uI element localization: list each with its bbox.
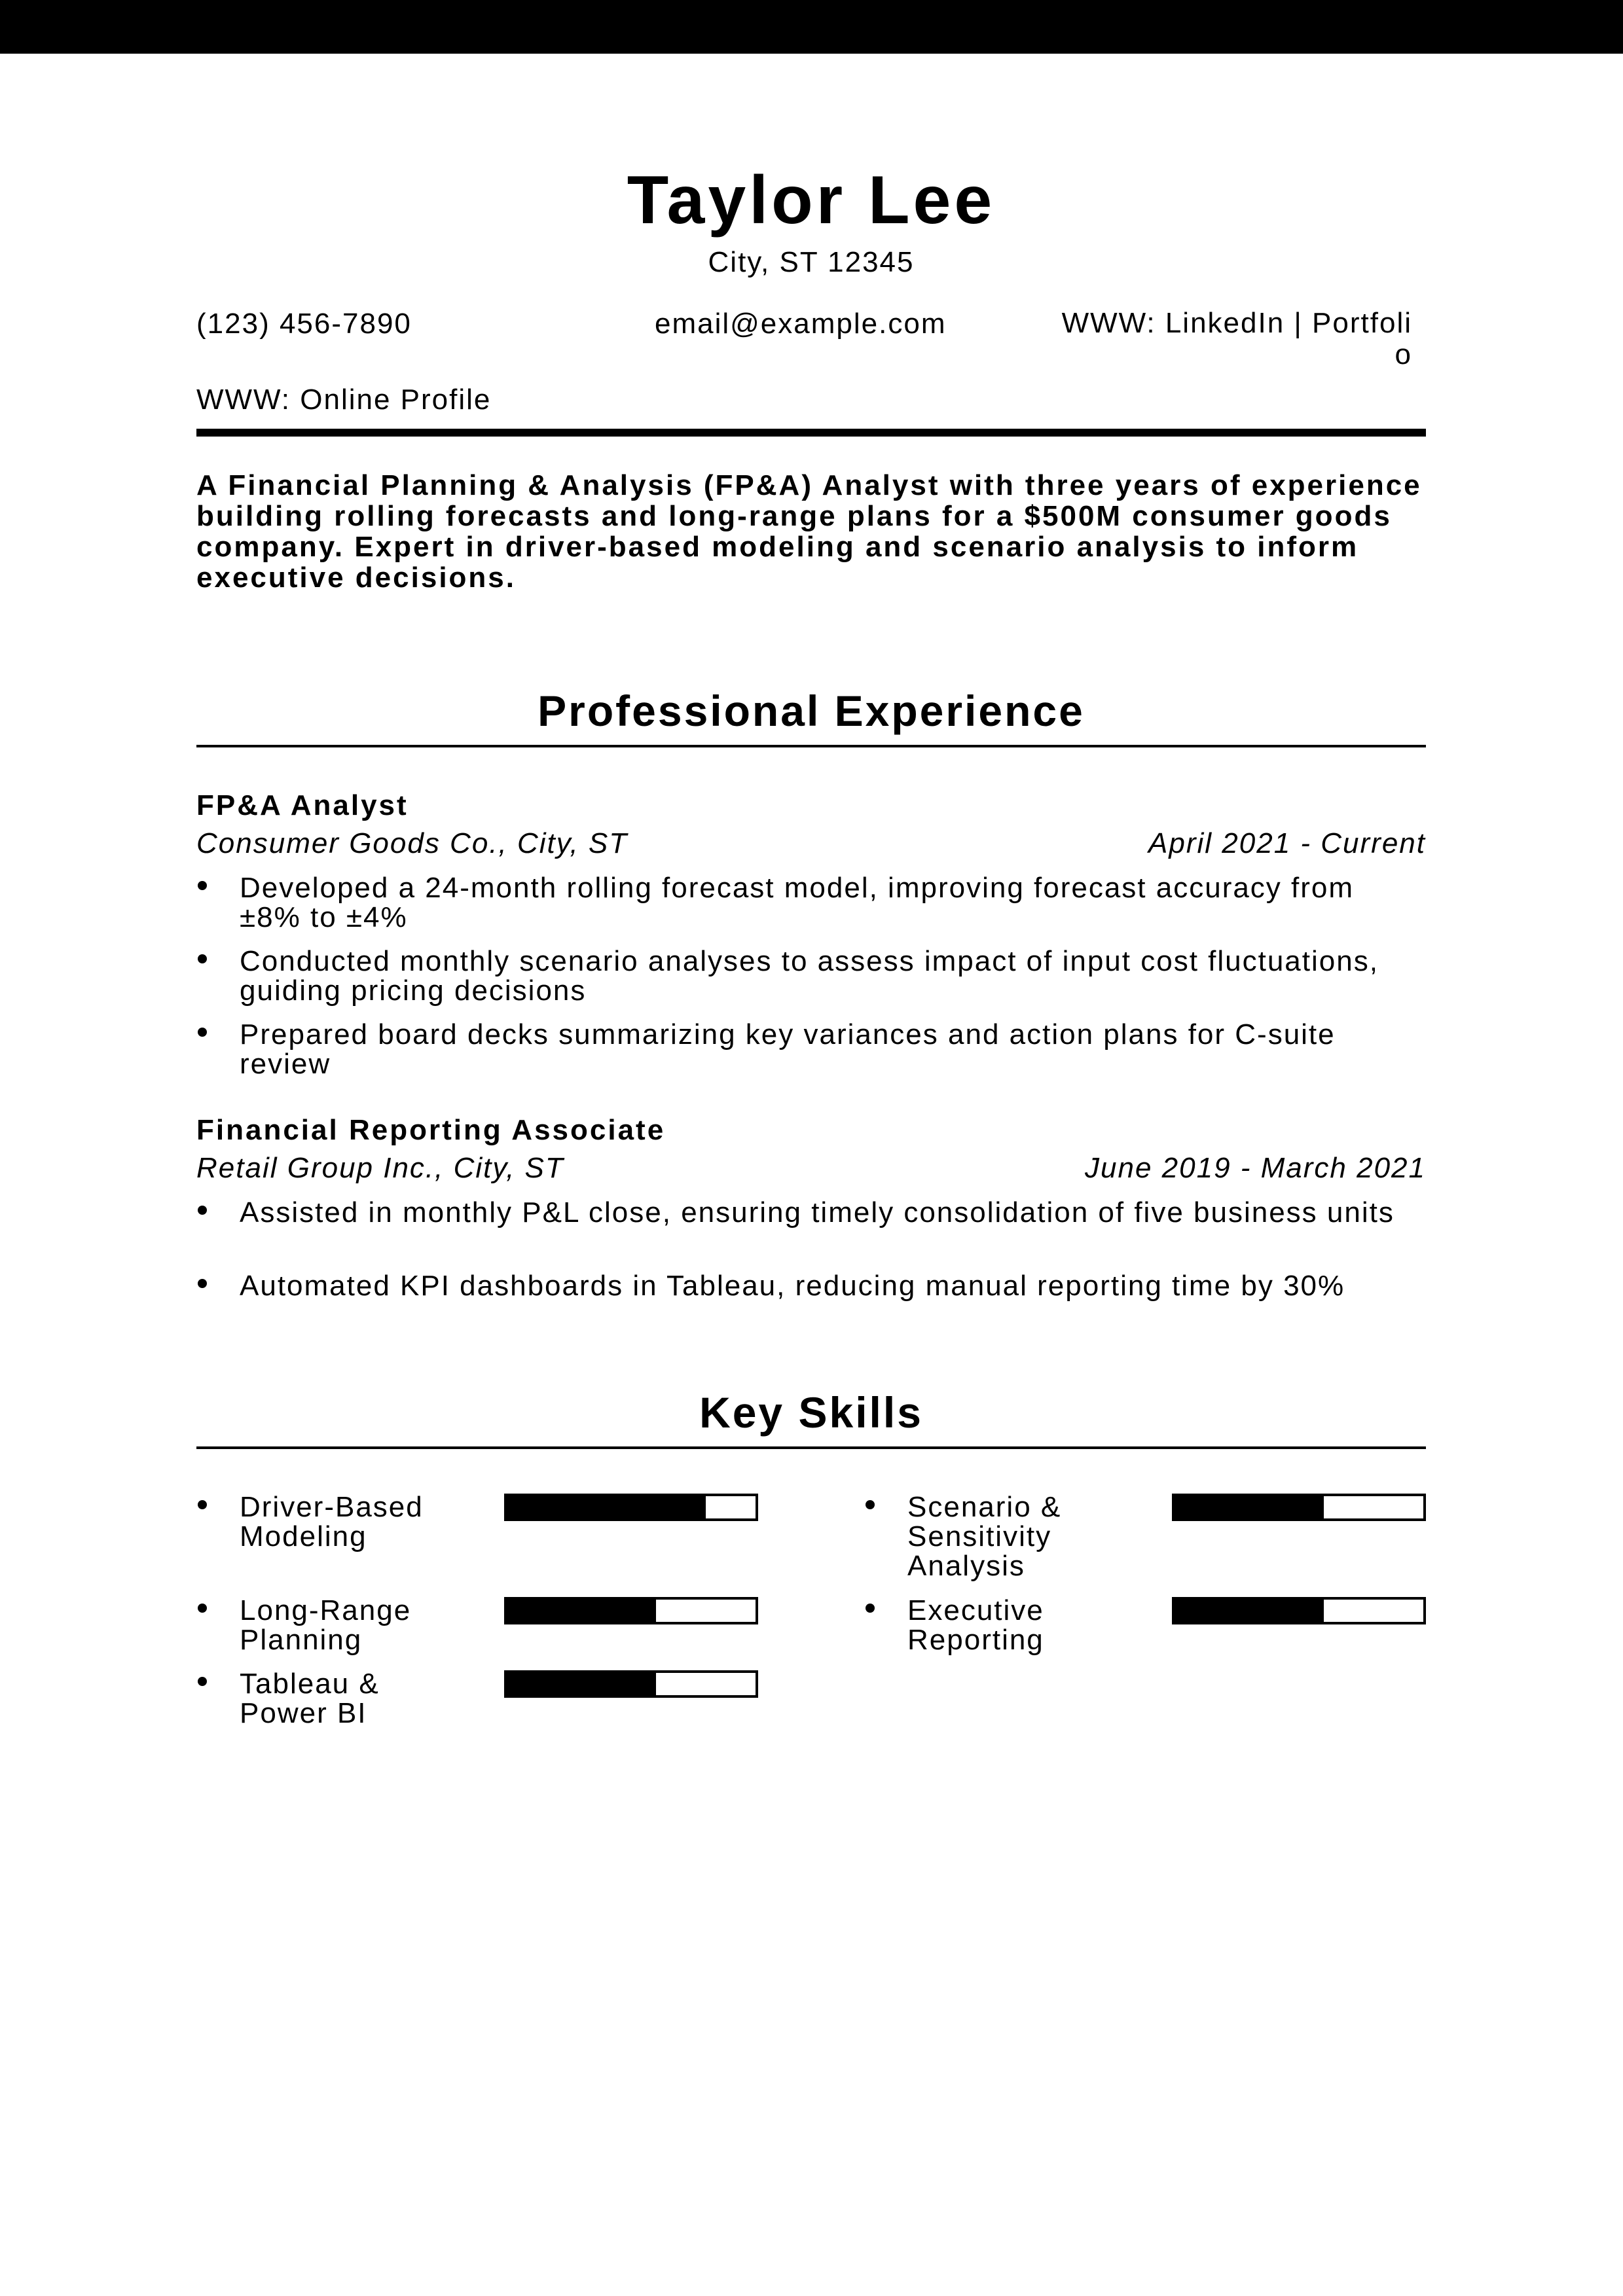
skill-meter: [1172, 1494, 1426, 1521]
skill-meter: [504, 1597, 758, 1624]
job-title: FP&A Analyst: [196, 789, 409, 821]
skills-heading: Key Skills: [699, 1388, 923, 1437]
bullet-icon: [198, 1500, 207, 1509]
header-divider: [196, 429, 1426, 437]
experience-heading: Professional Experience: [538, 687, 1085, 735]
top-banner: [0, 0, 1623, 54]
bullet-icon: [198, 1677, 207, 1686]
bullet-icon: [198, 954, 207, 963]
online-profile-link[interactable]: WWW: Online Profile: [196, 384, 492, 416]
experience-divider: [196, 745, 1426, 747]
skill-label: Executive Reporting: [907, 1594, 1044, 1656]
job-title: Financial Reporting Associate: [196, 1114, 666, 1146]
candidate-name: Taylor Lee: [627, 162, 996, 238]
company-location: Retail Group Inc., City, ST: [196, 1152, 564, 1184]
employment-dates: June 2019 - March 2021: [1085, 1152, 1426, 1184]
bullet-text: Assisted in monthly P&L close, ensuring timely consolidation of five business units: [240, 1196, 1395, 1229]
skill-label: Driver-Based Modeling: [240, 1491, 424, 1552]
skill-meter-fill: [1175, 1600, 1324, 1622]
skill-meter: [504, 1494, 758, 1521]
skill-label: Scenario & Sensitivity Analysis: [907, 1491, 1062, 1582]
skill-item: [196, 1492, 786, 1597]
web-links[interactable]: WWW: LinkedIn | Portfolio: [1061, 307, 1412, 370]
skill-item: [864, 1596, 1453, 1700]
skill-meter-fill: [507, 1496, 706, 1518]
bullet-icon: [198, 1279, 207, 1288]
bullet-icon: [866, 1604, 875, 1613]
skill-meter-fill: [1175, 1496, 1324, 1518]
bullet-icon: [198, 881, 207, 890]
skill-meter-fill: [507, 1600, 656, 1622]
phone-number: (123) 456-7890: [196, 308, 412, 340]
employment-dates: April 2021 - Current: [1148, 827, 1426, 859]
skill-meter: [1172, 1597, 1426, 1624]
address: City, ST 12345: [708, 246, 915, 278]
bullet-text: Automated KPI dashboards in Tableau, reducing manual reporting time by 30%: [240, 1270, 1345, 1302]
bullet-icon: [198, 1028, 207, 1037]
skills-divider: [196, 1446, 1426, 1449]
company-location: Consumer Goods Co., City, ST: [196, 827, 629, 859]
skill-meter-fill: [507, 1673, 656, 1695]
skill-item: [196, 1669, 786, 1774]
email-address[interactable]: email@example.com: [655, 308, 947, 340]
bullet-icon: [866, 1500, 875, 1509]
skill-item: [864, 1492, 1453, 1597]
skill-meter: [504, 1670, 758, 1698]
professional-summary: A Financial Planning & Analysis (FP&A) Analyst with three years of experience building rolling forecasts and long-range plans for a $500M consumer goods company. Expert in driver-based modeling and scenario analysis to inform executive decisions.: [196, 469, 1422, 594]
skill-label: Tableau & Power BI: [240, 1668, 380, 1729]
bullet-text: Conducted monthly scenario analyses to assess impact of input cost fluctuations, guiding pricing decisions: [240, 945, 1379, 1007]
bullet-text: Prepared board decks summarizing key variances and action plans for C-suite review: [240, 1018, 1336, 1080]
bullet-icon: [198, 1206, 207, 1215]
bullet-text: Developed a 24-month rolling forecast model, improving forecast accuracy from ±8% to ±4%: [240, 872, 1355, 933]
skill-label: Long-Range Planning: [240, 1594, 412, 1656]
bullet-icon: [198, 1604, 207, 1613]
